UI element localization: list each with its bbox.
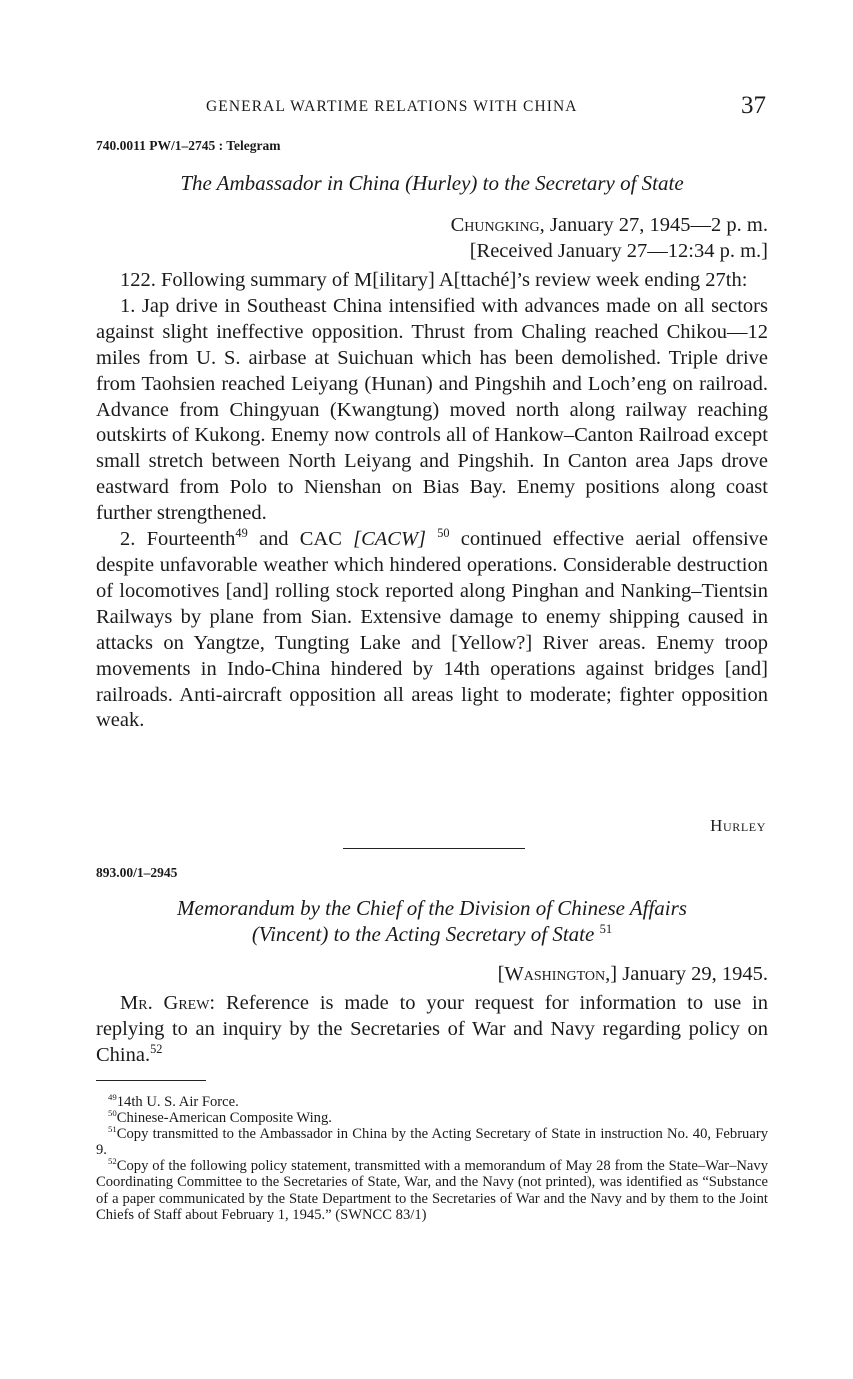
footnote-50: [96, 1110, 768, 1126]
paragraph-2: [96, 527, 768, 734]
telegram-body: [96, 268, 768, 734]
footnote-49: [96, 1094, 768, 1110]
footnote-52: [96, 1158, 768, 1222]
paragraph-intro: 122. Following summary of M[ilitary] A[ttaché]’s review week ending 27th:: [120, 269, 748, 291]
dateline2-place: [Washington,]: [497, 963, 618, 985]
para2-part-a: 2. Fourteenth: [120, 528, 236, 551]
para2-part-d: continued effective aerial offensive despite unfavorable weather which hindered operations. Considerable destruction of locomotives [and] rolling stock reported along Pinghan and Nanking–Tientsin Railways by plane from Sian. Extensive damage to enemy shipping caused in attacks on Yangtze, Tungting Lake and [Yellow?] River areas. Enemy troop movements in Indo-China hindered by 14th operations against bridges [and] railroads. Anti-aircraft opposition all areas light to moderate; fighter opposition weak.: [96, 528, 768, 732]
footnotes: [96, 1094, 768, 1223]
file-ref-number: 740.0011 PW/1–2745: [96, 138, 216, 153]
memorandum-body: [96, 991, 768, 1069]
dateline-2: [498, 961, 768, 987]
dateline-place: Chungking,: [450, 214, 545, 236]
footnote-text: Copy of the following policy statement, transmitted with a memorandum of May 28 from the State–War–Navy Coordinating Committee to the Secretaries of State, War, and the Navy (not printed), was identified as “Substance of a paper communicated by the State Department to the Secretaries of War and the Navy and by them to the Joint Chiefs of Staff about February 1, 1945.” (SWNCC 83/1): [96, 1158, 768, 1223]
page-number: 37: [741, 92, 766, 119]
memo-paragraph-1: [96, 991, 768, 1069]
footnote-text: Copy transmitted to the Ambassador in China by the Acting Secretary of State in instruction No. 40, February 9.: [96, 1126, 768, 1159]
running-head: [96, 94, 768, 124]
para2-part-c: [CACW]: [353, 528, 427, 551]
footnote-ref-50[interactable]: 50: [437, 526, 450, 541]
file-reference-2: 893.00/1–2945: [96, 865, 178, 880]
document-title-2: [96, 895, 768, 947]
title2-line2: [96, 921, 768, 947]
footnote-num: 52: [108, 1156, 117, 1167]
footnote-ref-52[interactable]: 52: [150, 1041, 163, 1056]
salutation: Mr. Grew:: [120, 992, 216, 1014]
running-title: GENERAL WARTIME RELATIONS WITH CHINA: [206, 98, 578, 115]
footnote-rule: [96, 1080, 206, 1081]
footnote-ref-51[interactable]: 51: [599, 922, 613, 936]
signature-hurley: Hurley: [710, 816, 766, 835]
footnote-num: 51: [108, 1124, 117, 1135]
footnote-text: 14th U. S. Air Force.: [116, 1094, 239, 1110]
footnote-51: [96, 1126, 768, 1158]
memo-para-text: Reference is made to your request for information to use in replying to an inquiry by the Secretaries of War and Navy regarding policy on China.: [96, 992, 768, 1066]
received-line: [Received January 27—12:34 p. m.]: [469, 240, 768, 262]
para2-part-b: and CAC: [247, 528, 354, 551]
footnote-num: 49: [108, 1092, 117, 1103]
section-divider: [343, 848, 525, 849]
footnote-num: 50: [108, 1108, 117, 1119]
title2-line1: Memorandum by the Chief of the Division of Chinese Affairs: [177, 896, 687, 920]
paragraph-1: 1. Jap drive in Southeast China intensified with advances made on all sectors against slight ineffective opposition. Thrust from Chaling reached Chikou—12 miles from U. S. airbase at Suichuan which has been demolished. Triple drive from Taohsien reached Leiyang (Hunan) and Pingshih and Loch’eng on railroad. Advance from Chingyuan (Kwangtung) moved north along railway reaching outskirts of Kukong. Enemy now controls all of Hankow–Canton Railroad except small stretch between North Leiyang and Pingshih. In Canton area Japs drove eastward from Polo to Nienshan on Bias Bay. Enemy positions along coast further strengthened.: [96, 294, 768, 525]
footnote-ref-49[interactable]: 49: [235, 526, 248, 541]
file-ref-kind: : Telegram: [218, 138, 281, 153]
footnote-text: Chinese-American Composite Wing.: [116, 1110, 332, 1127]
document-title-1: The Ambassador in China (Hurley) to the Secretary of State: [180, 171, 684, 195]
dateline-1: [451, 212, 768, 238]
file-reference-1: [96, 138, 281, 154]
title2-line2-text: (Vincent) to the Acting Secretary of State: [251, 922, 595, 946]
dateline2-date: January 29, 1945.: [622, 963, 768, 985]
dateline-date: January 27, 1945—2 p. m.: [549, 214, 768, 236]
